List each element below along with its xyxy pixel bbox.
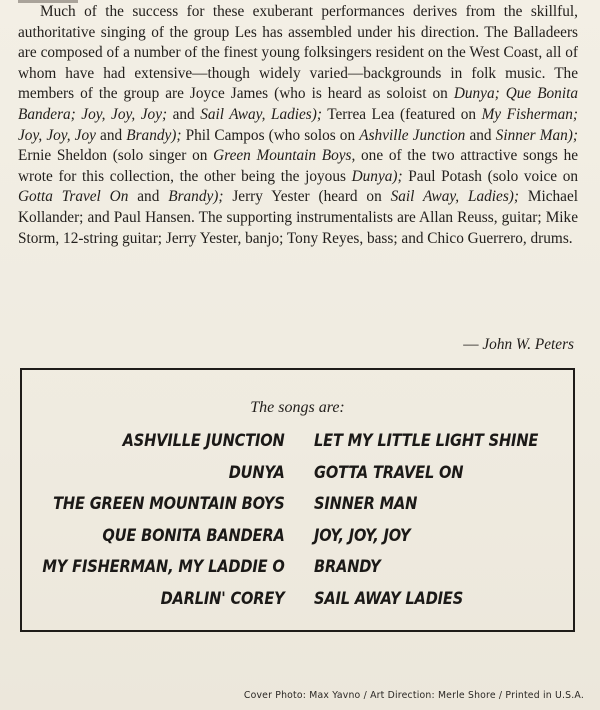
paragraph-text-run: and <box>167 105 201 123</box>
song-reference: Brandy); <box>168 188 224 206</box>
song-reference: Dunya; Que Bonita Bandera; Joy, Joy, Joy; <box>18 85 578 123</box>
author-signature <box>463 336 574 354</box>
paragraph-text-run: one of the two attractive songs he wrote for this collection, the other being the joyous <box>18 147 579 185</box>
song-reference: Ashville Junction <box>359 126 466 144</box>
song-title: SINNER MAN <box>314 494 418 515</box>
paragraph-text-run: Michael Kollander; and Paul Hansen. The supporting instrumentalists are Allan Reuss, guitar; Mike Storm, 12-string guitar; Jerry Yester, banjo; Tony Reyes, bass; and Chico Guerrero, drums. <box>18 188 578 247</box>
song-reference: Dunya); <box>351 167 403 185</box>
paragraph-text-run: Jerry Yester (heard on <box>223 188 391 206</box>
song-title: DUNYA <box>229 462 285 483</box>
cover-credits: Cover Photo: Max Yavno / Art Direction: Merle Shore / Printed in U.S.A. <box>243 690 584 701</box>
song-reference: My Fisherman; Joy, Joy, Joy <box>18 105 578 144</box>
signature-dash: — <box>463 336 483 353</box>
song-title: BRANDY <box>314 557 381 578</box>
liner-notes-paragraph <box>18 2 578 249</box>
paragraph-text-run: Ernie Sheldon (solo singer on <box>18 147 214 165</box>
paragraph-text-run: Phil Campos (who solos on <box>181 126 360 144</box>
paragraph-text-run: and <box>128 188 169 206</box>
song-title: QUE BONITA BANDERA <box>102 525 285 546</box>
song-reference: Sinner Man); <box>495 126 578 144</box>
song-list-box <box>20 368 575 632</box>
song-title: GOTTA TRAVEL ON <box>314 462 464 483</box>
signature-name: John W. Peters <box>482 336 574 353</box>
song-list-left-column <box>43 426 285 616</box>
song-list-right-column <box>314 426 538 616</box>
song-reference: Sail Away, Ladies); <box>390 188 519 206</box>
song-title: THE GREEN MOUNTAIN BOYS <box>53 494 286 515</box>
liner-notes-text <box>18 2 578 249</box>
song-list-heading: The songs are: <box>250 399 345 416</box>
song-title: ASHVILLE JUNCTION <box>123 431 285 451</box>
song-reference: Brandy); <box>126 126 182 144</box>
paragraph-text-run: and <box>465 126 496 144</box>
paragraph-text-run: Paul Potash (solo voice on <box>402 167 578 185</box>
song-title: DARLIN' COREY <box>160 588 285 609</box>
song-reference: Green Mountain Boys, <box>213 147 356 165</box>
song-reference: Sail Away, Ladies); <box>200 105 322 123</box>
paragraph-text-run: and <box>95 126 127 144</box>
song-title: LET MY LITTLE LIGHT SHINE <box>314 431 539 451</box>
paragraph-text-run: Terrea Lea (featured on <box>321 105 482 123</box>
paragraph-text-run: Much of the success for these exuberant performances derives from the skillful, authoritative singing of the group Les has assembled under his direction. The Balladeers are composed of a number of the finest young folksingers resident on the West Coast, all of whom have had extensive—though widely varied—backgrounds in folk music. The members of the group are Joyce James (who is heard as soloist on <box>18 3 578 103</box>
song-reference: Gotta Travel On <box>18 188 129 206</box>
song-title: JOY, JOY, JOY <box>314 525 411 546</box>
song-title: SAIL AWAY LADIES <box>314 588 464 609</box>
song-title: MY FISHERMAN, MY LADDIE O <box>42 557 285 578</box>
